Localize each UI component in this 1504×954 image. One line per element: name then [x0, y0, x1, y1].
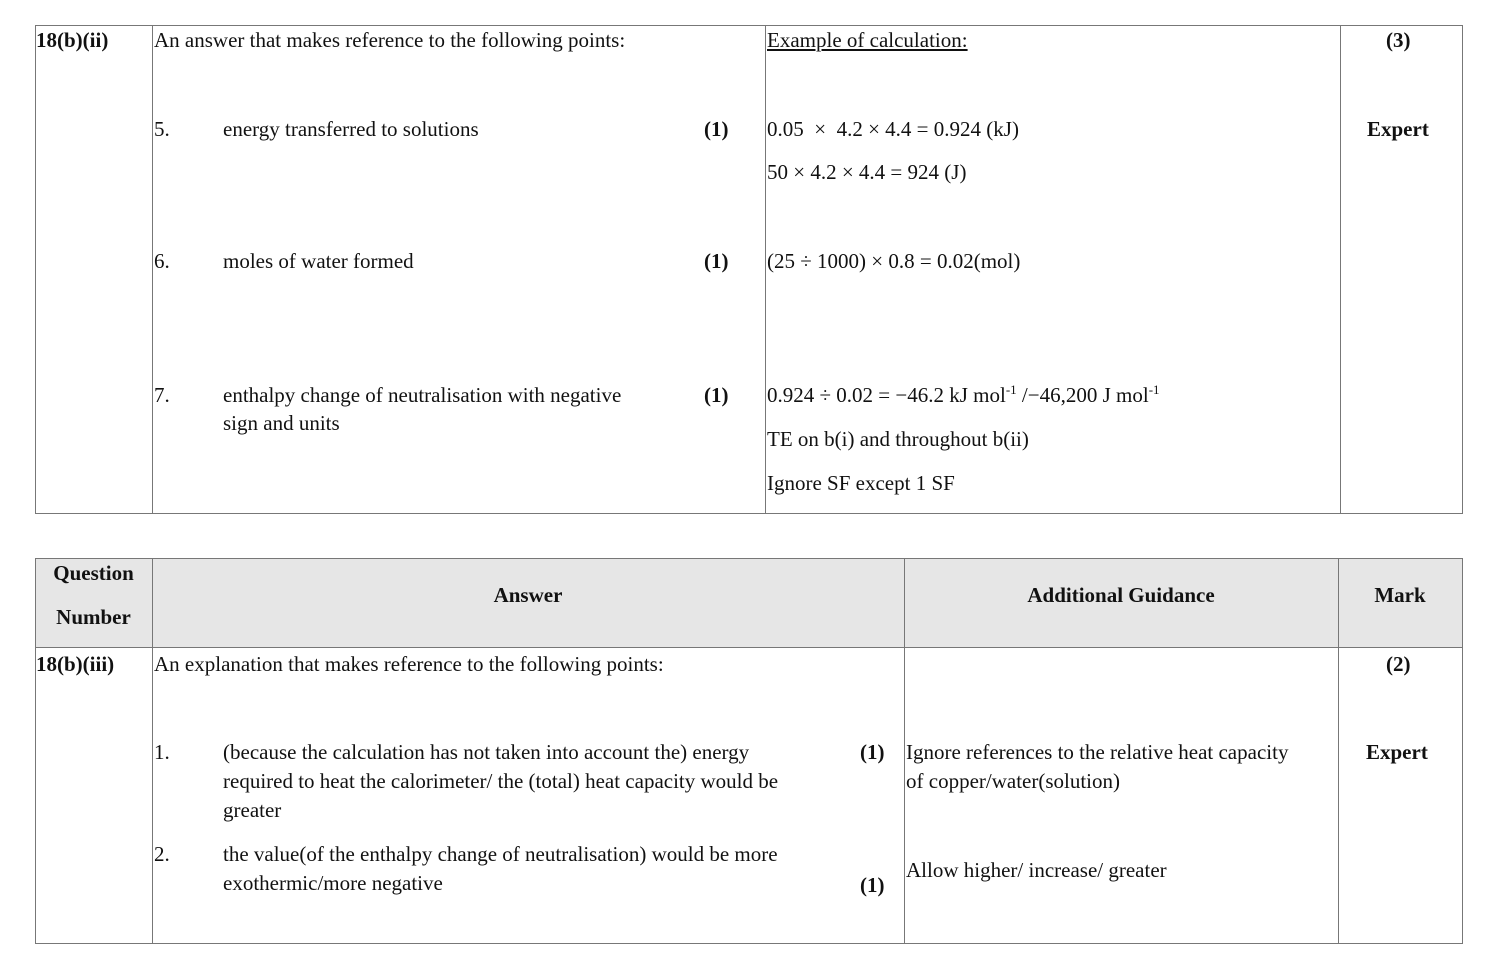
point-number: 1.	[154, 740, 170, 764]
point-mark: (1)	[704, 249, 729, 273]
point-text: moles of water formed	[223, 249, 414, 273]
point-text: exothermic/more negative	[223, 871, 443, 895]
divider	[35, 647, 1463, 648]
calc-text: 0.924 ÷ 0.02 = −46.2 kJ mol	[767, 383, 1006, 407]
skill: Expert	[1366, 740, 1428, 764]
calc-line: Ignore SF except 1 SF	[767, 471, 955, 495]
header-answer: Answer	[493, 583, 563, 607]
guidance-text: of copper/water(solution)	[906, 769, 1121, 793]
header-mark: Mark	[1374, 583, 1426, 607]
point-mark: (1)	[860, 873, 885, 897]
point-mark: (1)	[860, 740, 885, 764]
divider	[1338, 558, 1339, 944]
mark: (3)	[1386, 28, 1411, 52]
point-text: greater	[223, 798, 282, 822]
point-text: (because the calculation has not taken into account the) energy	[223, 740, 750, 764]
calc-text: /−46,200 J mol	[1016, 383, 1149, 407]
header-guidance: Additional Guidance	[1027, 583, 1215, 607]
divider	[904, 558, 905, 944]
divider	[1340, 25, 1341, 514]
calc-line: TE on b(i) and throughout b(ii)	[767, 427, 1029, 451]
point-mark: (1)	[704, 117, 729, 141]
skill: Expert	[1367, 117, 1429, 141]
divider	[152, 25, 153, 514]
question-number: 18(b)(ii)	[36, 28, 109, 52]
point-text: enthalpy change of neutralisation with negative	[223, 383, 622, 407]
point-number: 2.	[154, 842, 170, 866]
header-question: Question	[53, 561, 134, 585]
mark: (2)	[1386, 652, 1411, 676]
divider	[765, 25, 766, 514]
point-number: 6.	[154, 249, 170, 273]
question-number: 18(b)(iii)	[36, 652, 115, 676]
calc-line: 50 × 4.2 × 4.4 = 924 (J)	[767, 160, 967, 184]
answer-intro: An explanation that makes reference to the following points:	[154, 652, 664, 676]
point-mark: (1)	[704, 383, 729, 407]
point-number: 5.	[154, 117, 170, 141]
calc-line	[767, 381, 1160, 410]
superscript: -1	[1005, 382, 1017, 397]
header-number: Number	[56, 605, 131, 629]
point-text: required to heat the calorimeter/ the (total) heat capacity would be	[223, 769, 779, 793]
guidance-text: Ignore references to the relative heat capacity	[906, 740, 1289, 764]
point-text: the value(of the enthalpy change of neutralisation) would be more	[223, 842, 778, 866]
superscript: -1	[1148, 382, 1160, 397]
point-text: sign and units	[223, 411, 340, 435]
divider	[152, 558, 153, 944]
answer-intro: An answer that makes reference to the following points:	[154, 28, 626, 52]
guidance-heading: Example of calculation:	[767, 28, 968, 52]
point-text: energy transferred to solutions	[223, 117, 479, 141]
point-number: 7.	[154, 383, 170, 407]
guidance-text: Allow higher/ increase/ greater	[906, 858, 1167, 882]
calc-line: (25 ÷ 1000) × 0.8 = 0.02(mol)	[767, 249, 1021, 273]
calc-line: 0.05 × 4.2 × 4.4 = 0.924 (kJ)	[767, 117, 1019, 141]
